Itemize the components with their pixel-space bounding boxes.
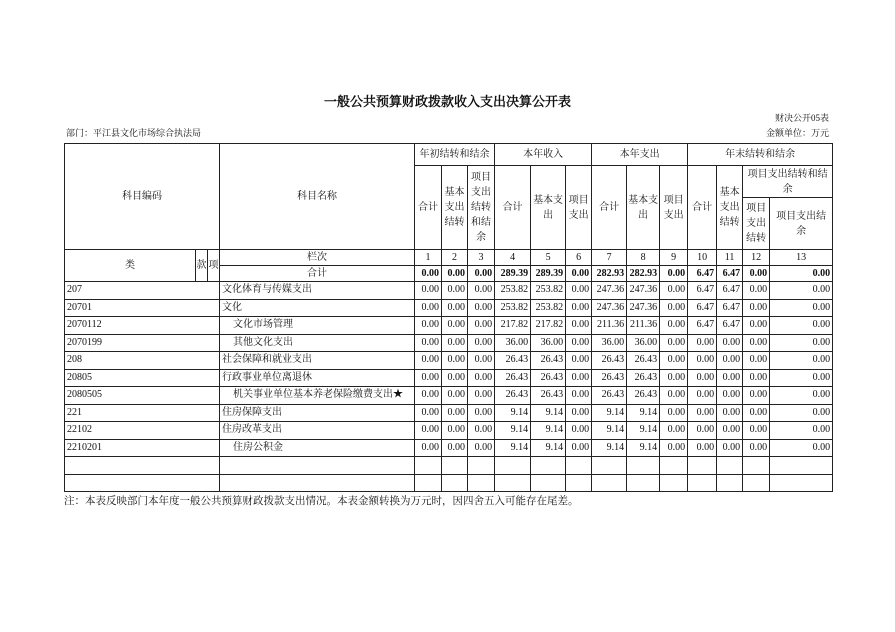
amount-cell: 247.36 bbox=[592, 282, 627, 300]
amount-cell: 0.00 bbox=[770, 352, 833, 370]
amount-cell: 0.00 bbox=[770, 282, 833, 300]
subject-code: 22102 bbox=[65, 422, 220, 440]
total-amount-cell: 0.00 bbox=[743, 266, 770, 282]
subject-name: 住房保障支出 bbox=[220, 404, 415, 422]
empty-cell bbox=[442, 474, 468, 492]
header-col-closing-basic-carryover bbox=[717, 166, 743, 250]
amount-cell: 26.43 bbox=[627, 369, 660, 387]
header-col-label: 合计 bbox=[418, 202, 439, 213]
amount-cell: 0.00 bbox=[566, 282, 592, 300]
amount-cell: 9.14 bbox=[531, 404, 566, 422]
amount-cell: 0.00 bbox=[415, 369, 442, 387]
amount-cell: 0.00 bbox=[660, 369, 688, 387]
subject-name: 住房改革支出 bbox=[220, 422, 415, 440]
subject-code: 20701 bbox=[65, 299, 220, 317]
total-amount-cell: 0.00 bbox=[770, 266, 833, 282]
amount-cell: 0.00 bbox=[743, 334, 770, 352]
item-label: 项 bbox=[208, 250, 220, 282]
amount-cell: 36.00 bbox=[627, 334, 660, 352]
column-number: 7 bbox=[592, 250, 627, 266]
amount-cell: 0.00 bbox=[743, 439, 770, 457]
header-row bbox=[65, 144, 833, 166]
empty-cell bbox=[415, 474, 442, 492]
amount-cell: 0.00 bbox=[717, 369, 743, 387]
amount-cell: 0.00 bbox=[415, 299, 442, 317]
amount-cell: 26.43 bbox=[495, 369, 531, 387]
amount-unit-label: 金额单位：万元 bbox=[765, 128, 829, 138]
amount-cell: 0.00 bbox=[770, 369, 833, 387]
empty-cell bbox=[442, 457, 468, 475]
amount-cell: 0.00 bbox=[566, 369, 592, 387]
amount-cell: 36.00 bbox=[531, 334, 566, 352]
header-col-opening-total bbox=[415, 166, 442, 250]
header-col-label: 项目支出 bbox=[663, 194, 684, 221]
subject-name: 文化市场管理 bbox=[220, 317, 415, 335]
header-subject-name: 科目名称 bbox=[220, 144, 415, 250]
amount-cell: 0.00 bbox=[468, 299, 495, 317]
empty-cell bbox=[627, 457, 660, 475]
amount-cell: 36.00 bbox=[592, 334, 627, 352]
amount-cell: 253.82 bbox=[495, 282, 531, 300]
amount-cell: 9.14 bbox=[627, 439, 660, 457]
empty-cell bbox=[495, 457, 531, 475]
amount-cell: 253.82 bbox=[531, 282, 566, 300]
header-col-income-total bbox=[495, 166, 531, 250]
amount-cell: 211.36 bbox=[592, 317, 627, 335]
header-col-label: 合计 bbox=[502, 202, 523, 213]
column-number: 8 bbox=[627, 250, 660, 266]
empty-cell bbox=[468, 457, 495, 475]
amount-cell: 0.00 bbox=[743, 352, 770, 370]
total-amount-cell: 282.93 bbox=[592, 266, 627, 282]
amount-cell: 0.00 bbox=[566, 352, 592, 370]
subject-name: 文化 bbox=[220, 299, 415, 317]
amount-cell: 9.14 bbox=[627, 422, 660, 440]
amount-cell: 0.00 bbox=[717, 387, 743, 405]
amount-cell: 253.82 bbox=[495, 299, 531, 317]
total-amount-cell: 0.00 bbox=[415, 266, 442, 282]
amount-cell: 0.00 bbox=[468, 282, 495, 300]
amount-cell: 0.00 bbox=[442, 282, 468, 300]
header-col-closing-project-balance bbox=[743, 166, 833, 198]
amount-cell: 217.82 bbox=[531, 317, 566, 335]
empty-cell bbox=[495, 474, 531, 492]
header-group-closing-balance: 年末结转和结余 bbox=[688, 144, 833, 166]
header-col-label: 基本支出结转 bbox=[719, 187, 740, 228]
table-row bbox=[65, 282, 833, 300]
subject-name: 机关事业单位基本养老保险缴费支出★ bbox=[220, 387, 415, 405]
amount-cell: 0.00 bbox=[566, 422, 592, 440]
header-col-label: 合计 bbox=[692, 202, 713, 213]
amount-cell: 0.00 bbox=[743, 387, 770, 405]
amount-cell: 0.00 bbox=[566, 334, 592, 352]
empty-cell bbox=[65, 474, 220, 492]
amount-cell: 26.43 bbox=[627, 352, 660, 370]
amount-cell: 0.00 bbox=[442, 317, 468, 335]
amount-cell: 0.00 bbox=[688, 422, 717, 440]
empty-cell bbox=[717, 457, 743, 475]
amount-cell: 9.14 bbox=[592, 422, 627, 440]
summary-body bbox=[65, 250, 833, 282]
amount-cell: 253.82 bbox=[531, 299, 566, 317]
amount-cell: 6.47 bbox=[688, 317, 717, 335]
amount-cell: 0.00 bbox=[770, 387, 833, 405]
subject-name: 社会保障和就业支出 bbox=[220, 352, 415, 370]
category-label: 类 bbox=[65, 250, 196, 282]
page-title: 一般公共预算财政拨款收入支出决算公开表 bbox=[323, 94, 571, 109]
amount-cell: 9.14 bbox=[592, 404, 627, 422]
header-col-opening-basic-carryover bbox=[442, 166, 468, 250]
amount-cell: 0.00 bbox=[468, 439, 495, 457]
amount-cell: 0.00 bbox=[660, 299, 688, 317]
header-group-current-income: 本年收入 bbox=[495, 144, 592, 166]
amount-cell: 0.00 bbox=[566, 439, 592, 457]
empty-cell bbox=[688, 474, 717, 492]
header-col-opening-project-balance bbox=[468, 166, 495, 250]
empty-cell bbox=[688, 457, 717, 475]
empty-cell bbox=[566, 457, 592, 475]
form-number: 财决公开05表 bbox=[774, 113, 829, 123]
empty-row bbox=[65, 457, 833, 475]
column-number: 11 bbox=[717, 250, 743, 266]
header-group-current-expenditure: 本年支出 bbox=[592, 144, 688, 166]
amount-cell: 26.43 bbox=[592, 352, 627, 370]
amount-cell: 0.00 bbox=[660, 282, 688, 300]
amount-cell: 0.00 bbox=[442, 352, 468, 370]
table-row bbox=[65, 422, 833, 440]
empty-cell bbox=[660, 457, 688, 475]
empty-cell bbox=[531, 474, 566, 492]
header-col-label: 项目支出结转 bbox=[746, 203, 767, 244]
amount-cell: 9.14 bbox=[531, 439, 566, 457]
empty-cell bbox=[415, 457, 442, 475]
empty-cell bbox=[531, 457, 566, 475]
empty-cell bbox=[566, 474, 592, 492]
amount-cell: 0.00 bbox=[770, 299, 833, 317]
total-amount-cell: 289.39 bbox=[531, 266, 566, 282]
amount-cell: 0.00 bbox=[468, 422, 495, 440]
table-row bbox=[65, 369, 833, 387]
amount-cell: 0.00 bbox=[688, 387, 717, 405]
amount-cell: 0.00 bbox=[415, 387, 442, 405]
column-number: 13 bbox=[770, 250, 833, 266]
amount-cell: 0.00 bbox=[442, 439, 468, 457]
empty-cell bbox=[743, 474, 770, 492]
amount-cell: 26.43 bbox=[627, 387, 660, 405]
amount-cell: 9.14 bbox=[531, 422, 566, 440]
empty-cell bbox=[770, 474, 833, 492]
amount-cell: 6.47 bbox=[688, 299, 717, 317]
amount-cell: 0.00 bbox=[415, 352, 442, 370]
amount-cell: 26.43 bbox=[495, 387, 531, 405]
amount-cell: 9.14 bbox=[627, 404, 660, 422]
amount-cell: 0.00 bbox=[468, 404, 495, 422]
header-col-expenditure-total bbox=[592, 166, 627, 250]
header-col-label: 基本支出结转 bbox=[444, 187, 465, 228]
column-number: 3 bbox=[468, 250, 495, 266]
table-row bbox=[65, 352, 833, 370]
amount-cell: 6.47 bbox=[717, 299, 743, 317]
subject-name: 住房公积金 bbox=[220, 439, 415, 457]
amount-cell: 0.00 bbox=[660, 404, 688, 422]
column-number: 5 bbox=[531, 250, 566, 266]
header-col-expenditure-basic bbox=[627, 166, 660, 250]
data-body bbox=[65, 282, 833, 457]
table-row bbox=[65, 317, 833, 335]
header-col-closing-total bbox=[688, 166, 717, 250]
amount-cell: 0.00 bbox=[717, 439, 743, 457]
empty-cell bbox=[65, 457, 220, 475]
empty-cell bbox=[592, 474, 627, 492]
empty-cell bbox=[660, 474, 688, 492]
amount-cell: 0.00 bbox=[717, 404, 743, 422]
amount-cell: 0.00 bbox=[415, 317, 442, 335]
amount-cell: 6.47 bbox=[717, 317, 743, 335]
amount-cell: 0.00 bbox=[660, 334, 688, 352]
amount-cell: 26.43 bbox=[531, 352, 566, 370]
amount-cell: 0.00 bbox=[770, 404, 833, 422]
subject-code: 20805 bbox=[65, 369, 220, 387]
amount-cell: 0.00 bbox=[743, 282, 770, 300]
subject-code: 2080505 bbox=[65, 387, 220, 405]
column-number: 1 bbox=[415, 250, 442, 266]
amount-cell: 0.00 bbox=[688, 404, 717, 422]
subject-code: 208 bbox=[65, 352, 220, 370]
amount-cell: 0.00 bbox=[442, 299, 468, 317]
header-col-closing-project-surplus bbox=[770, 198, 833, 250]
header-col-label: 基本支出 bbox=[628, 194, 659, 221]
header-col-income-basic bbox=[531, 166, 566, 250]
amount-cell: 0.00 bbox=[660, 387, 688, 405]
empty-cell bbox=[770, 457, 833, 475]
amount-cell: 26.43 bbox=[592, 387, 627, 405]
amount-cell: 0.00 bbox=[770, 439, 833, 457]
amount-cell: 0.00 bbox=[717, 334, 743, 352]
amount-cell: 0.00 bbox=[660, 352, 688, 370]
amount-cell: 0.00 bbox=[770, 422, 833, 440]
column-number: 12 bbox=[743, 250, 770, 266]
header-col-label: 项目支出结转和结余 bbox=[471, 172, 492, 243]
amount-cell: 0.00 bbox=[770, 334, 833, 352]
header-col-expenditure-project bbox=[660, 166, 688, 250]
amount-cell: 9.14 bbox=[495, 439, 531, 457]
total-amount-cell: 0.00 bbox=[566, 266, 592, 282]
amount-cell: 0.00 bbox=[566, 317, 592, 335]
total-amount-cell: 282.93 bbox=[627, 266, 660, 282]
subject-name: 文化体育与传媒支出 bbox=[220, 282, 415, 300]
amount-cell: 0.00 bbox=[688, 439, 717, 457]
total-label: 合计 bbox=[220, 266, 415, 282]
amount-cell: 0.00 bbox=[743, 299, 770, 317]
amount-cell: 0.00 bbox=[415, 404, 442, 422]
amount-cell: 0.00 bbox=[660, 422, 688, 440]
footnote: 注：本表反映部门本年度一般公共预算财政拨款支出情况。本表金额转换为万元时，因四舍五入可能存在尾差。 bbox=[64, 496, 579, 507]
total-amount-cell: 6.47 bbox=[717, 266, 743, 282]
header-subject-code: 科目编码 bbox=[65, 144, 220, 250]
empty-cell bbox=[468, 474, 495, 492]
total-amount-cell: 0.00 bbox=[442, 266, 468, 282]
empty-cell bbox=[220, 457, 415, 475]
amount-cell: 0.00 bbox=[717, 422, 743, 440]
column-index-row bbox=[65, 250, 833, 266]
total-amount-cell: 0.00 bbox=[468, 266, 495, 282]
column-index-label: 栏次 bbox=[220, 250, 415, 266]
total-amount-cell: 0.00 bbox=[660, 266, 688, 282]
amount-cell: 0.00 bbox=[743, 369, 770, 387]
header-col-label: 项目支出结转和结余 bbox=[747, 168, 828, 195]
table-row bbox=[65, 299, 833, 317]
amount-cell: 0.00 bbox=[688, 352, 717, 370]
blank-body bbox=[65, 457, 833, 492]
amount-cell: 0.00 bbox=[566, 387, 592, 405]
budget-table bbox=[64, 143, 833, 492]
department-label: 部门：平江县文化市场综合执法局 bbox=[66, 128, 202, 138]
amount-cell: 36.00 bbox=[495, 334, 531, 352]
table-row bbox=[65, 439, 833, 457]
amount-cell: 9.14 bbox=[592, 439, 627, 457]
amount-cell: 247.36 bbox=[627, 299, 660, 317]
empty-row bbox=[65, 474, 833, 492]
amount-cell: 0.00 bbox=[415, 282, 442, 300]
amount-cell: 0.00 bbox=[717, 352, 743, 370]
subject-code: 2070199 bbox=[65, 334, 220, 352]
header-col-income-project bbox=[566, 166, 592, 250]
amount-cell: 0.00 bbox=[468, 317, 495, 335]
column-number: 9 bbox=[660, 250, 688, 266]
subject-code: 207 bbox=[65, 282, 220, 300]
header-col-label: 项目支出结余 bbox=[776, 210, 827, 237]
amount-cell: 0.00 bbox=[660, 317, 688, 335]
header-col-closing-project-carryover bbox=[743, 198, 770, 250]
amount-cell: 26.43 bbox=[531, 387, 566, 405]
amount-cell: 0.00 bbox=[468, 334, 495, 352]
subject-code: 2210201 bbox=[65, 439, 220, 457]
empty-cell bbox=[717, 474, 743, 492]
empty-cell bbox=[627, 474, 660, 492]
column-number: 2 bbox=[442, 250, 468, 266]
amount-cell: 0.00 bbox=[415, 439, 442, 457]
amount-cell: 6.47 bbox=[688, 282, 717, 300]
amount-cell: 247.36 bbox=[592, 299, 627, 317]
amount-cell: 9.14 bbox=[495, 404, 531, 422]
total-amount-cell: 6.47 bbox=[688, 266, 717, 282]
amount-cell: 0.00 bbox=[442, 422, 468, 440]
table-row bbox=[65, 404, 833, 422]
header-col-label: 项目支出 bbox=[568, 194, 589, 221]
amount-cell: 247.36 bbox=[627, 282, 660, 300]
amount-cell: 0.00 bbox=[415, 422, 442, 440]
amount-cell: 0.00 bbox=[415, 334, 442, 352]
subject-code: 2070112 bbox=[65, 317, 220, 335]
amount-cell: 0.00 bbox=[442, 369, 468, 387]
amount-cell: 0.00 bbox=[468, 352, 495, 370]
total-amount-cell: 289.39 bbox=[495, 266, 531, 282]
subject-code: 221 bbox=[65, 404, 220, 422]
amount-cell: 217.82 bbox=[495, 317, 531, 335]
header-col-label: 基本支出 bbox=[533, 194, 564, 221]
column-number: 10 bbox=[688, 250, 717, 266]
table-row bbox=[65, 334, 833, 352]
subject-name: 其他文化支出 bbox=[220, 334, 415, 352]
empty-cell bbox=[220, 474, 415, 492]
column-number: 6 bbox=[566, 250, 592, 266]
amount-cell: 0.00 bbox=[468, 369, 495, 387]
amount-cell: 0.00 bbox=[688, 334, 717, 352]
amount-cell: 0.00 bbox=[566, 404, 592, 422]
amount-cell: 0.00 bbox=[468, 387, 495, 405]
section-label: 款 bbox=[196, 250, 208, 282]
amount-cell: 0.00 bbox=[566, 299, 592, 317]
amount-cell: 0.00 bbox=[743, 317, 770, 335]
amount-cell: 0.00 bbox=[442, 387, 468, 405]
amount-cell: 0.00 bbox=[743, 422, 770, 440]
amount-cell: 211.36 bbox=[627, 317, 660, 335]
empty-cell bbox=[592, 457, 627, 475]
amount-cell: 26.43 bbox=[495, 352, 531, 370]
amount-cell: 0.00 bbox=[660, 439, 688, 457]
amount-cell: 0.00 bbox=[743, 404, 770, 422]
amount-cell: 9.14 bbox=[495, 422, 531, 440]
subject-name: 行政事业单位离退休 bbox=[220, 369, 415, 387]
amount-cell: 0.00 bbox=[770, 317, 833, 335]
column-number: 4 bbox=[495, 250, 531, 266]
amount-cell: 6.47 bbox=[717, 282, 743, 300]
empty-cell bbox=[743, 457, 770, 475]
amount-cell: 26.43 bbox=[592, 369, 627, 387]
table-header bbox=[65, 144, 833, 250]
amount-cell: 0.00 bbox=[442, 404, 468, 422]
table-row bbox=[65, 387, 833, 405]
header-col-label: 合计 bbox=[599, 202, 620, 213]
amount-cell: 0.00 bbox=[442, 334, 468, 352]
header-group-opening-balance: 年初结转和结余 bbox=[415, 144, 495, 166]
amount-cell: 26.43 bbox=[531, 369, 566, 387]
amount-cell: 0.00 bbox=[688, 369, 717, 387]
